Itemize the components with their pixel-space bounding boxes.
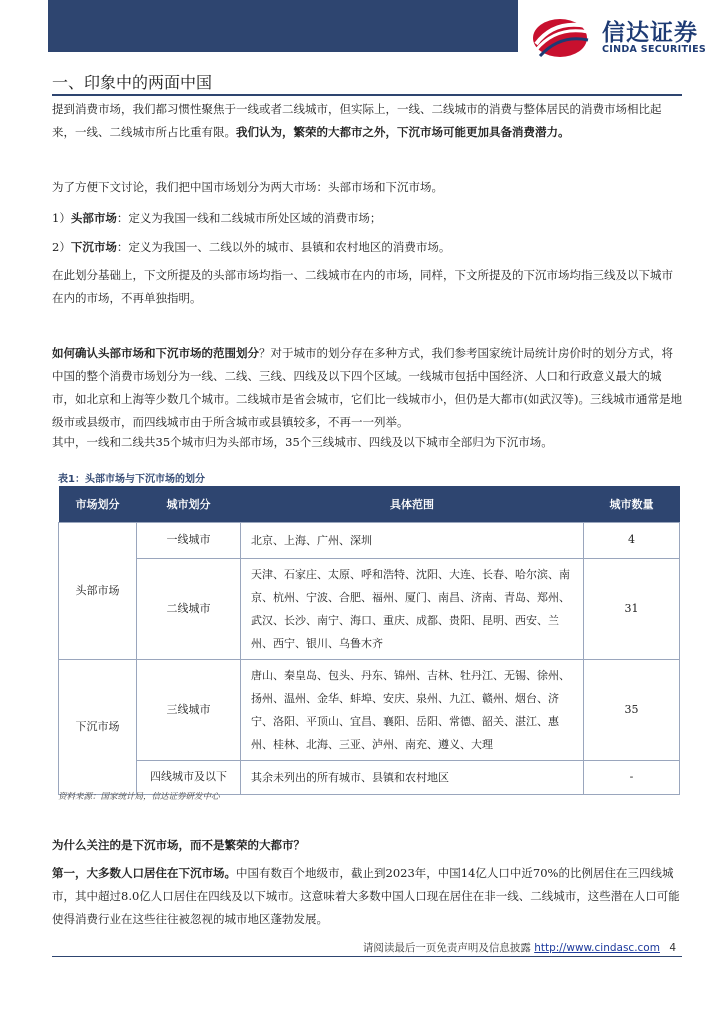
cities-cell: 天津、石家庄、太原、呼和浩特、沈阳、大连、长春、哈尔滨、南京、杭州、宁波、合肥、福州、厦门、南昌、济南、青岛、郑州、武汉、长沙、南宁、海口、重庆、成都、贵阳、昆明、西安、兰州、西宁、银川、乌鲁木齐 [241,558,584,659]
cities-cell: 唐山、秦皇岛、包头、丹东、锦州、吉林、牡丹江、无锡、徐州、扬州、温州、金华、蚌埠、安庆、泉州、九江、赣州、烟台、济宁、洛阳、平顶山、宜昌、襄阳、岳阳、常德、韶关、湛江、惠州、桂林、北海、三亚、泸州、南充、遵义、大理 [241,659,584,760]
count-cell: 4 [584,522,680,558]
header-market: 市场划分 [59,486,137,522]
paragraph-definition-lead: 为了方便下文讨论，我们把中国市场划分为两大市场：头部市场和下沉市场。 [52,180,443,194]
sink-market-definition: ：定义为我国一、二线以外的城市、县镇和农村地区的消费市场。 [116,240,451,254]
market-head-cell: 头部市场 [59,522,137,659]
tier-cell: 三线城市 [137,659,241,760]
table-source-note: 资料来源：国家统计局，信达证券研发中心 [58,792,220,802]
logo-english-name: CINDA SECURITIES [602,44,707,55]
company-logo [530,14,710,60]
tier-cell: 四线城市及以下 [137,760,241,794]
table-row [59,558,680,659]
paragraph-first-reason [52,862,682,931]
footer-disclaimer: 请阅读最后一页免责声明及信息披露 [362,942,531,954]
section-divider [52,94,682,96]
why-question: 为什么关注的是下沉市场，而不是繁荣的大都市？ [52,838,305,852]
classification-question: 如何确认头部市场和下沉市场的范围划分 [52,346,259,360]
sink-market-term: 下沉市场 [70,240,117,254]
head-market-term: 头部市场 [70,211,117,225]
section-title: 一、印象中的两面中国 [52,73,213,92]
cinda-logo-icon [530,14,590,60]
list-marker-2: 2） [52,240,71,254]
paragraph-why-question [52,834,682,857]
page-number: 4 [669,942,676,954]
header-tier: 城市划分 [137,486,241,522]
paragraph-city-counts: 其中，一线和二线共35个城市归为头部市场，35个三线城市、四线及以下城市全部归为下沉市场。 [52,435,553,449]
cities-cell: 其余未列出的所有城市、县镇和农村地区 [241,760,584,794]
count-cell: - [584,760,680,794]
tier-cell: 一线城市 [137,522,241,558]
market-sink-cell: 下沉市场 [59,659,137,794]
table-caption: 表1：头部市场与下沉市场的划分 [58,474,205,485]
tier-cell: 二线城市 [137,558,241,659]
table-header-row [59,486,680,522]
cities-cell: 北京、上海、广州、深圳 [241,522,584,558]
footer-divider [52,956,682,957]
head-market-definition: ：定义为我国一线和二线城市所处区域的消费市场； [116,211,382,225]
intro-emphasis: 我们认为，繁荣的大都市之外，下沉市场可能更加具备消费潜力。 [236,125,570,139]
header-count: 城市数量 [584,486,680,522]
paragraph-classification [52,342,682,434]
classification-text: ？对于城市的划分存在多种方式，我们参考国家统计局统计房价时的划分方式，将中国的整个消费市场划分为一线、二线、三线、四线及以下四个区域。一线城市包括中国经济、人口和行政意义最大的城市，如北京和上海等少数几个城市。二线城市是省会城市，它们比一线城市小，但仍是大都市(如武汉等)。三线城市通常是地级市或县级市，而四线城市由于所含城市或县镇较多，不再一一列举。 [52,346,682,429]
header-band [48,0,518,52]
first-reason-text: 中国有数百个地级市，截止到2023年，中国14亿人口中近70%的比例居住在三四线城市，其中超过8.0亿人口居住在四线及以下城市。这意味着大多数中国人口现在居住在非一线、二线城市，这些潜在人口可能使得消费行业在这些往往被忽视的城市地区蓬勃发展。 [52,866,680,926]
intro-text: 提到消费市场，我们都习惯性聚焦于一线或者二线城市，但实际上，一线、二线城市的消费与整体居民的消费市场相比起来，一线、二线城市所占比重有限。 [52,102,662,139]
table-row [59,522,680,558]
page-footer [363,940,676,955]
header-scope: 具体范围 [241,486,584,522]
count-cell: 31 [584,558,680,659]
table-row [59,760,680,794]
list-marker-1: 1） [52,211,71,225]
footer-url-link[interactable]: http://www.cindasc.com [534,942,660,954]
count-cell: 35 [584,659,680,760]
first-reason-lead: 第一，大多数人口居住在下沉市场。 [52,866,236,880]
paragraph-intro [52,98,682,144]
paragraph-scope-note: 在此划分基础上，下文所提及的头部市场均指一、二线城市在内的市场，同样，下文所提及的下沉市场均指三线及以下城市在内的市场，不再单独指明。 [52,268,673,305]
market-division-table [58,486,680,795]
logo-chinese-name: 信达证券 [602,20,698,46]
table-row [59,659,680,760]
paragraph-head-market-def [52,207,682,230]
paragraph-sink-market-def [52,236,682,259]
